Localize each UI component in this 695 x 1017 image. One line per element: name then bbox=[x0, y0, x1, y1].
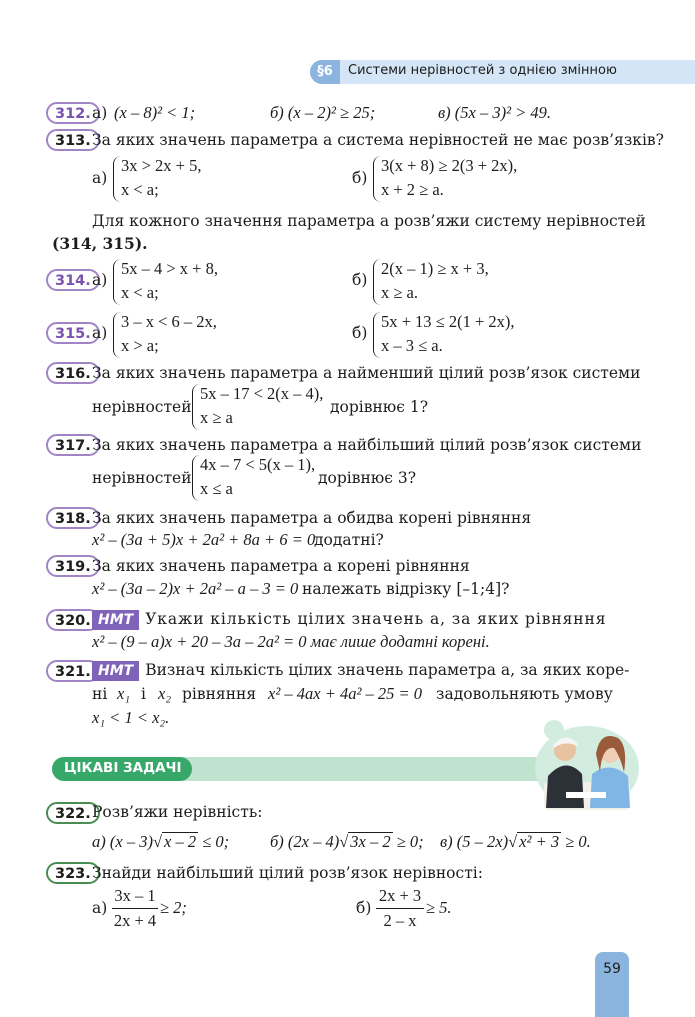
problem-323-text: Знайди найбільший цілий розв’язок нерівності: bbox=[92, 864, 483, 882]
students-illustration bbox=[532, 716, 642, 812]
problem-313-b-label: б) bbox=[352, 169, 368, 187]
problem-322-a: а) (x – 3)√ x – 2 ≤ 0; bbox=[92, 832, 230, 851]
problem-313-text: За яких значень параметра a система нерівностей не має розв’язків? bbox=[92, 131, 664, 149]
problem-320-line2: x² – (9 – a)x + 20 – 3a – 2a² = 0 має лише додатні корені. bbox=[92, 632, 490, 651]
problem-322-b: б) (2x – 4)√ 3x – 2 ≥ 0; bbox=[270, 832, 424, 851]
problem-321-text: Визнач кількість цілих значень параметра a, за яких коре- bbox=[145, 661, 630, 679]
problem-323-b-fraction bbox=[376, 886, 424, 931]
problem-322-text: Розв’яжи нерівність: bbox=[92, 803, 263, 821]
problem-321-line2-x1: x₁ bbox=[117, 684, 131, 703]
problem-312-a-label: а) bbox=[92, 104, 108, 122]
problem-313-b-line1: 3(x + 8) ≥ 2(3 + 2x), bbox=[381, 156, 518, 175]
problem-317-line1: 4x – 7 < 5(x – 1), bbox=[200, 455, 316, 474]
problem-321-line2-a: ні bbox=[92, 685, 108, 703]
problem-317-text: За яких значень параметра a найбільший цілий розв’язок системи bbox=[92, 436, 642, 454]
problem-320-text: Укажи кількість цілих значень a, за яких рівняння bbox=[145, 610, 607, 628]
problem-318-equation: x² – (3a + 5)x + 2a² + 8a + 6 = 0 bbox=[92, 530, 316, 549]
problem-319-number: 319. bbox=[46, 555, 100, 577]
problem-314-b-label: б) bbox=[352, 271, 368, 289]
problem-315-a-line2: x > a; bbox=[121, 336, 159, 355]
system-brace bbox=[373, 156, 381, 202]
problem-317-number: 317. bbox=[46, 434, 100, 456]
problem-315-a-label: а) bbox=[92, 324, 108, 342]
problem-323-a-label: а) bbox=[92, 899, 108, 917]
problem-314-number: 314. bbox=[46, 269, 100, 291]
problem-320-number: 320. bbox=[46, 609, 100, 631]
problem-323-a-end: ≥ 2; bbox=[160, 898, 187, 917]
problem-321-line2-x2: x₂ bbox=[158, 684, 172, 703]
problem-316-post: дорівнює 1? bbox=[330, 398, 429, 416]
problem-315-a-line1: 3 – x < 6 – 2x, bbox=[121, 312, 217, 331]
problem-313-number: 313. bbox=[46, 129, 100, 151]
problem-322-b-end: ≥ 0; bbox=[396, 832, 424, 851]
problem-323-a-denominator: 2x + 4 bbox=[113, 911, 157, 930]
problem-323-a-numerator: 3x – 1 bbox=[114, 886, 156, 905]
problem-321-line1 bbox=[92, 661, 629, 681]
problem-322-c-end: ≥ 0. bbox=[565, 832, 591, 851]
problem-315-b-line2: x – 3 ≤ a. bbox=[381, 336, 443, 355]
problem-321-number: 321. bbox=[46, 660, 100, 682]
system-brace bbox=[373, 312, 381, 358]
problem-322-c-factor: в) (5 – 2x) bbox=[440, 832, 509, 851]
hmt-badge: НМТ bbox=[92, 661, 139, 681]
problem-321-line2-b: рівняння bbox=[182, 685, 257, 703]
problem-316-text: За яких значень параметра a найменший цілий розв’язок системи bbox=[92, 364, 641, 382]
problem-319-text: За яких значень параметра a корені рівняння bbox=[92, 557, 470, 575]
problem-321-line2-eq: x² – 4ax + 4a² – 25 = 0 bbox=[268, 684, 423, 703]
problem-319-post: належать відрізку [–1;4]? bbox=[302, 580, 510, 598]
problem-316-number: 316. bbox=[46, 362, 100, 384]
page-number: 59 bbox=[603, 961, 621, 977]
problem-315-b-line1: 5x + 13 ≤ 2(1 + 2x), bbox=[381, 312, 515, 331]
intro-line1: Для кожного значення параметра a розв’яжи систему нерівностей bbox=[92, 212, 646, 230]
problem-322-b-factor: б) (2x – 4) bbox=[270, 832, 340, 851]
problem-321-line2-i: і bbox=[141, 685, 146, 703]
system-brace bbox=[373, 259, 381, 305]
problem-322-a-factor: а) (x – 3) bbox=[92, 832, 153, 851]
header-title: Системи нерівностей з однією змінною bbox=[348, 63, 617, 78]
problem-313-a-line1: 3x > 2x + 5, bbox=[121, 156, 202, 175]
intro-line2: (314, 315). bbox=[52, 234, 148, 253]
problem-319-equation: x² – (3a – 2)x + 2a² – a – 3 = 0 bbox=[92, 579, 299, 598]
problem-313-a-label: а) bbox=[92, 169, 108, 187]
system-brace bbox=[192, 384, 200, 430]
problem-313-b-line2: x + 2 ≥ a. bbox=[381, 180, 444, 199]
system-brace bbox=[113, 156, 121, 202]
problem-322-a-end: ≤ 0; bbox=[202, 832, 230, 851]
problem-322-b-radicand: 3x – 2 bbox=[350, 832, 391, 851]
problem-316-line1: 5x – 17 < 2(x – 4), bbox=[200, 384, 324, 403]
problem-313-a-line2: x < a; bbox=[121, 180, 159, 199]
problem-315-b-label: б) bbox=[352, 324, 368, 342]
problem-323-b-denominator: 2 – x bbox=[383, 911, 417, 930]
problem-321-line2-c: задовольняють умову bbox=[436, 685, 613, 703]
problem-318-post: додатні? bbox=[314, 531, 384, 549]
problem-314-b-line1: 2(x – 1) ≥ x + 3, bbox=[381, 259, 489, 278]
problem-314-a-line2: x < a; bbox=[121, 283, 159, 302]
problem-317-pre: нерівностей bbox=[92, 469, 192, 487]
hmt-badge: НМТ bbox=[92, 610, 139, 630]
problem-323-number: 323. bbox=[46, 862, 100, 884]
problem-323-b-end: ≥ 5. bbox=[426, 898, 452, 917]
problem-322-a-radicand: x – 2 bbox=[164, 832, 197, 851]
problem-317-line2: x ≤ a bbox=[200, 479, 233, 498]
problem-322-c-radicand: x² + 3 bbox=[519, 832, 560, 851]
problem-312-b: б) (x – 2)² ≥ 25; bbox=[270, 103, 376, 122]
problem-316-line2: x ≥ a bbox=[200, 408, 233, 427]
system-brace bbox=[192, 455, 200, 501]
section-badge: §6 bbox=[310, 60, 340, 84]
problem-320-line1 bbox=[92, 610, 606, 630]
problem-322-number: 322. bbox=[46, 802, 100, 824]
problem-318-number: 318. bbox=[46, 507, 100, 529]
section-banner-title: ЦІКАВІ ЗАДАЧІ bbox=[64, 760, 182, 776]
system-brace bbox=[113, 259, 121, 305]
problem-312-number: 312. bbox=[46, 102, 100, 124]
problem-314-b-line2: x ≥ a. bbox=[381, 283, 419, 302]
problem-315-number: 315. bbox=[46, 322, 100, 344]
problem-323-a-fraction bbox=[112, 886, 158, 931]
problem-323-b-numerator: 2x + 3 bbox=[378, 886, 422, 905]
problem-317-post: дорівнює 3? bbox=[318, 469, 417, 487]
problem-314-a-label: а) bbox=[92, 271, 108, 289]
problem-322-c: в) (5 – 2x)√ x² + 3 ≥ 0. bbox=[440, 832, 591, 851]
problem-318-text: За яких значень параметра a обидва корені рівняння bbox=[92, 509, 532, 527]
problem-323-b-label: б) bbox=[356, 899, 372, 917]
problem-321-line3: x₁ < 1 < x₂. bbox=[92, 708, 170, 727]
problem-312-a: (x – 8)² < 1; bbox=[114, 103, 196, 122]
system-brace bbox=[113, 312, 121, 358]
problem-314-a-line1: 5x – 4 > x + 8, bbox=[121, 259, 218, 278]
problem-312-c: в) (5x – 3)² > 49. bbox=[438, 103, 552, 122]
problem-316-pre: нерівностей bbox=[92, 398, 192, 416]
